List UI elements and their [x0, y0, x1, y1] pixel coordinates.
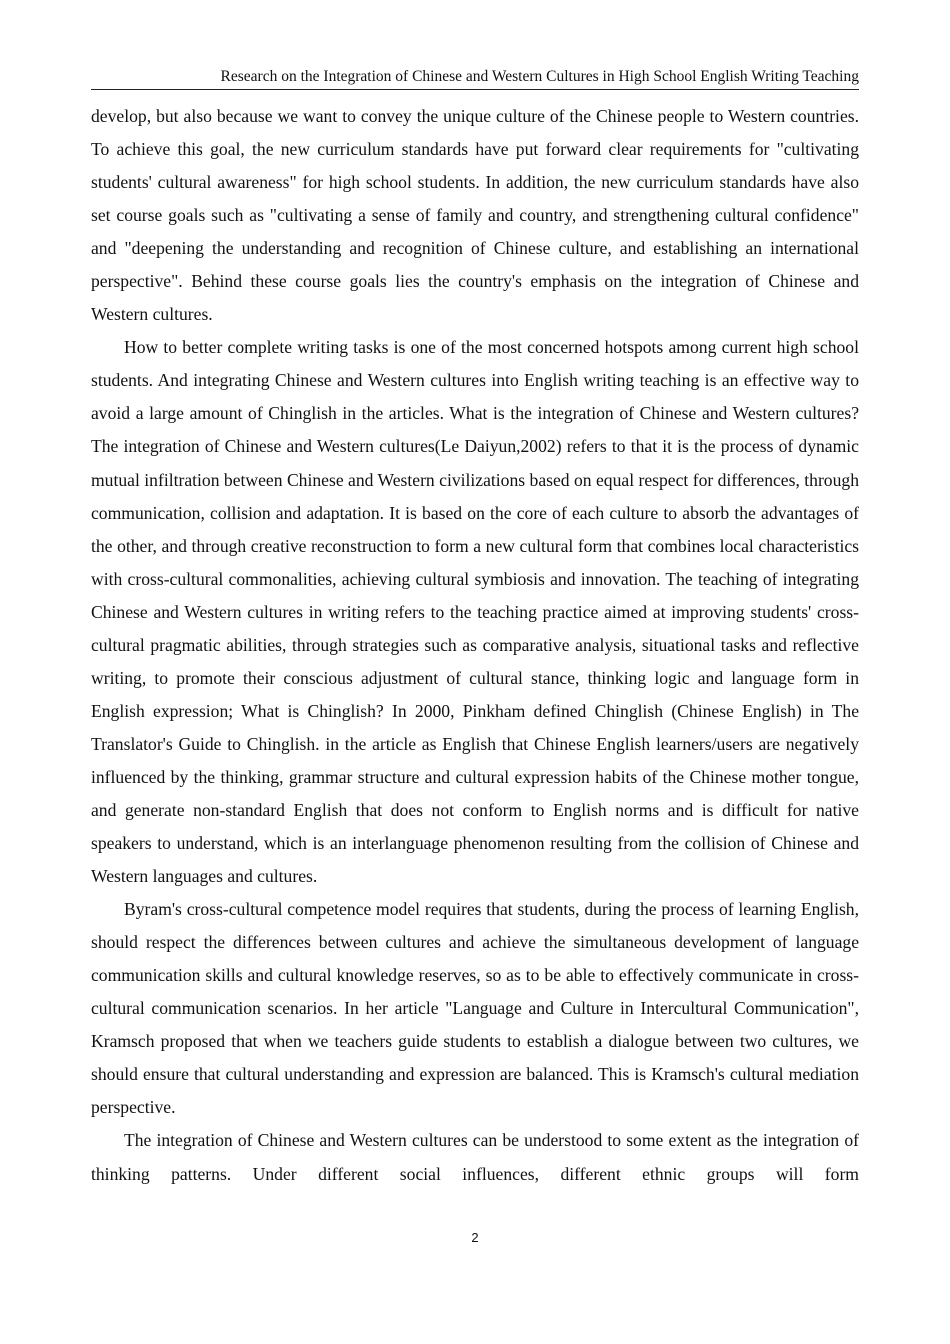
paragraph-thinking-patterns: The integration of Chinese and Western cultures can be understood to some extent as the integration of thinking patterns. Under different social influences, different ethnic groups will form: [91, 1130, 859, 1184]
paragraph-byram-kramsch: Byram's cross-cultural competence model requires that students, during the process of learning English, should respect the differences between cultures and achieve the simultaneous development of language communication skills and cultural knowledge reserves, so as to be able to effectively communicate in cross-cultural communication scenarios. In her article "Language and Culture in Intercultural Communication", Kramsch proposed that when we teachers guide students to establish a dialogue between two cultures, we should ensure that cultural understanding and expression are balanced. This is Kramsch's cultural mediation perspective.: [91, 899, 859, 1118]
running-header: Research on the Integration of Chinese and Western Cultures in High School English Writing Teaching: [220, 68, 859, 85]
page-number: 2: [471, 1230, 479, 1245]
header-rule: [91, 89, 859, 90]
paragraph-continued: develop, but also because we want to convey the unique culture of the Chinese people to Western countries. To achieve this goal, the new curriculum standards have put forward clear requirements for "cultivating students' cultural awareness" for high school students. In addition, the new curriculum standards have also set course goals such as "cultivating a sense of family and country, and strengthening cultural confidence" and "deepening the understanding and recognition of Chinese culture, and establishing an international perspective". Behind these course goals lies the country's emphasis on the integration of Chinese and Western cultures.: [91, 106, 859, 325]
paragraph-chinglish: How to better complete writing tasks is one of the most concerned hotspots among current high school students. And integrating Chinese and Western cultures into English writing teaching is an effective way to avoid a large amount of Chinglish in the articles. What is the integration of Chinese and Western cultures? The integration of Chinese and Western cultures(Le Daiyun,2002) refers to that it is the process of dynamic mutual infiltration between Chinese and Western civilizations based on equal respect for differences, through communication, collision and adaptation. It is based on the core of each culture to absorb the advantages of the other, and through creative reconstruction to form a new cultural form that combines local characteristics with cross-cultural commonalities, achieving cultural symbiosis and innovation. The teaching of integrating Chinese and Western cultures in writing refers to the teaching practice aimed at improving students' cross-cultural pragmatic abilities, through strategies such as comparative analysis, situational tasks and reflective writing, to promote their conscious adjustment of cultural stance, thinking logic and language form in English expression; What is Chinglish? In 2000, Pinkham defined Chinglish (Chinese English) in The Translator's Guide to Chinglish. in the article as English that Chinese English learners/users are negatively influenced by the thinking, grammar structure and cultural expression habits of the Chinese mother tongue, and generate non-standard English that does not conform to English norms and is difficult for native speakers to understand, which is an interlanguage phenomenon resulting from the collision of Chinese and Western languages and cultures.: [91, 337, 859, 887]
body-text: [91, 100, 859, 1191]
